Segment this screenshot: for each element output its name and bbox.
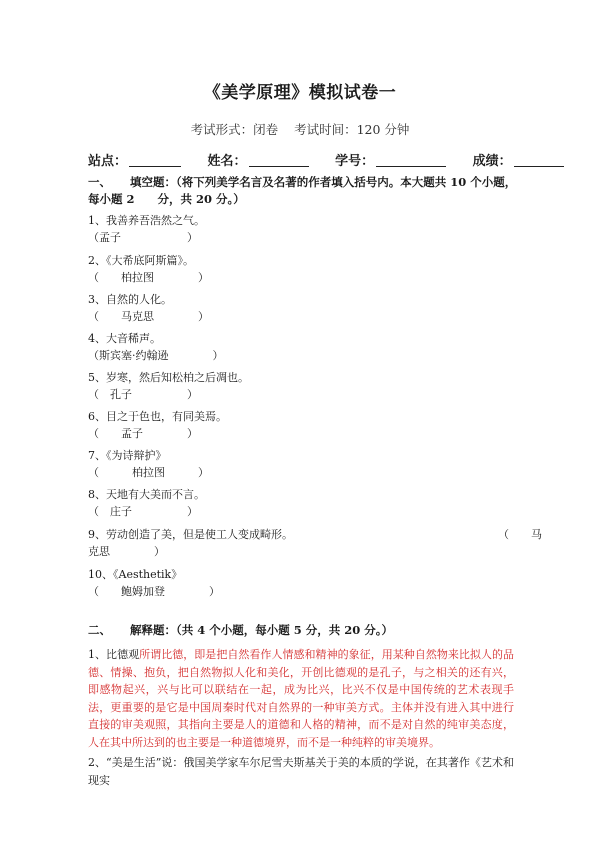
question-3 — [88, 291, 518, 325]
question-2 — [88, 252, 518, 286]
explanation-2: 2、“美是生活”说：俄国美学家车尔尼雪夫斯基关于美的本质的学说，在其著作《艺术和现实 — [88, 756, 514, 787]
student-info-row — [88, 150, 518, 169]
question-1 — [88, 212, 518, 246]
answer-text: （ 孟子 ） — [88, 427, 198, 440]
station-blank[interactable] — [129, 153, 181, 167]
explanation-1 — [88, 646, 514, 752]
station-label: 站点： — [88, 154, 128, 169]
exam-info — [0, 120, 600, 138]
answer-text: （ 柏拉图 ） — [88, 466, 209, 479]
answer-text: （ 孔子 ） — [88, 388, 198, 401]
name-label: 姓名： — [207, 154, 247, 169]
question-text: 5、岁寒，然后知松柏之后凋也。 — [88, 371, 249, 384]
explanation-1-body: 所谓比德，即是把自然看作人情感和精神的象征，用某种自然物来比拟人的品德、情操、抱负，把自然物拟人化和美化，开创比德观的是孔子，与之相关的还有兴，即感物起兴，兴与比可以联结在一起，成为比兴，比兴不仅是中国传统的艺术表现手法，更重要的是它是中国周秦时代对自然界的一种审美方式。主体并没有进入其中进行直接的审美观照，其指向主要是人的道德和人格的精神，而不是对自然的纯审美态度，人在其中所达到的也主要是一种道德境界，而不是一种纯粹的审美境界。 — [88, 648, 515, 749]
section-2-heading — [88, 622, 518, 639]
question-text: 7、《为诗辩护》 — [88, 449, 167, 462]
question-text: 9、劳动创造了美，但是使工人变成畸形。 — [88, 528, 293, 541]
question-6 — [88, 408, 518, 442]
answer-text: （ 庄子 ） — [88, 505, 198, 518]
answer-text: （斯宾塞·约翰逊 ） — [88, 349, 224, 362]
question-10 — [88, 566, 518, 600]
exam-form: 考试形式：闭卷 — [190, 122, 279, 137]
question-9-answer-open: （ 马 — [498, 528, 542, 541]
section-2-number: 二、 — [88, 623, 111, 637]
section-2-instruction: 解释题：（共 4 个小题，每小题 5 分，共 20 分。） — [130, 623, 394, 637]
answer-text: （孟子 ） — [88, 231, 198, 244]
student-id-blank[interactable] — [376, 153, 446, 167]
exam-title: 《美学原理》模拟试卷一 — [203, 83, 397, 103]
answer-text: （ 马克思 ） — [88, 310, 209, 323]
score-label: 成绩： — [472, 154, 512, 169]
question-5 — [88, 369, 518, 403]
question-text: 10、《Aesthetik》 — [88, 568, 183, 581]
question-7 — [88, 447, 518, 481]
question-text: 8、天地有大美而不言。 — [88, 488, 205, 501]
question-8 — [88, 486, 518, 520]
student-id-label: 学号： — [335, 154, 375, 169]
section-1-instruction: 填空题：（将下列美学名言及名著的作者填入括号内。本大题共 10 个小题，每小题 2 分，共 20 分。） — [88, 175, 517, 206]
section-1-heading — [88, 174, 518, 208]
score-blank[interactable] — [514, 153, 564, 167]
question-text: 4、大音稀声。 — [88, 332, 161, 345]
answer-text: （ 鲍姆加登 ） — [88, 585, 220, 598]
section-1-number: 一、 — [88, 175, 111, 189]
question-9 — [88, 526, 518, 560]
question-4 — [88, 330, 518, 364]
name-blank[interactable] — [249, 153, 309, 167]
question-text: 1、我善养吾浩然之气。 — [88, 214, 205, 227]
student-id-field — [335, 150, 446, 169]
name-field — [208, 150, 309, 169]
explanation-1-lead: 1、比德观 — [88, 648, 140, 661]
score-field — [473, 150, 564, 169]
answer-text: （ 柏拉图 ） — [88, 271, 209, 284]
question-text: 6、目之于色也，有同美焉。 — [88, 410, 227, 423]
exam-time: 考试时间：120 分钟 — [294, 122, 410, 137]
station-field — [88, 150, 181, 169]
question-text: 3、自然的人化。 — [88, 293, 172, 306]
question-text: 2、《大希底阿斯篇》。 — [88, 254, 194, 267]
answer-text: 克思 ） — [88, 545, 165, 558]
